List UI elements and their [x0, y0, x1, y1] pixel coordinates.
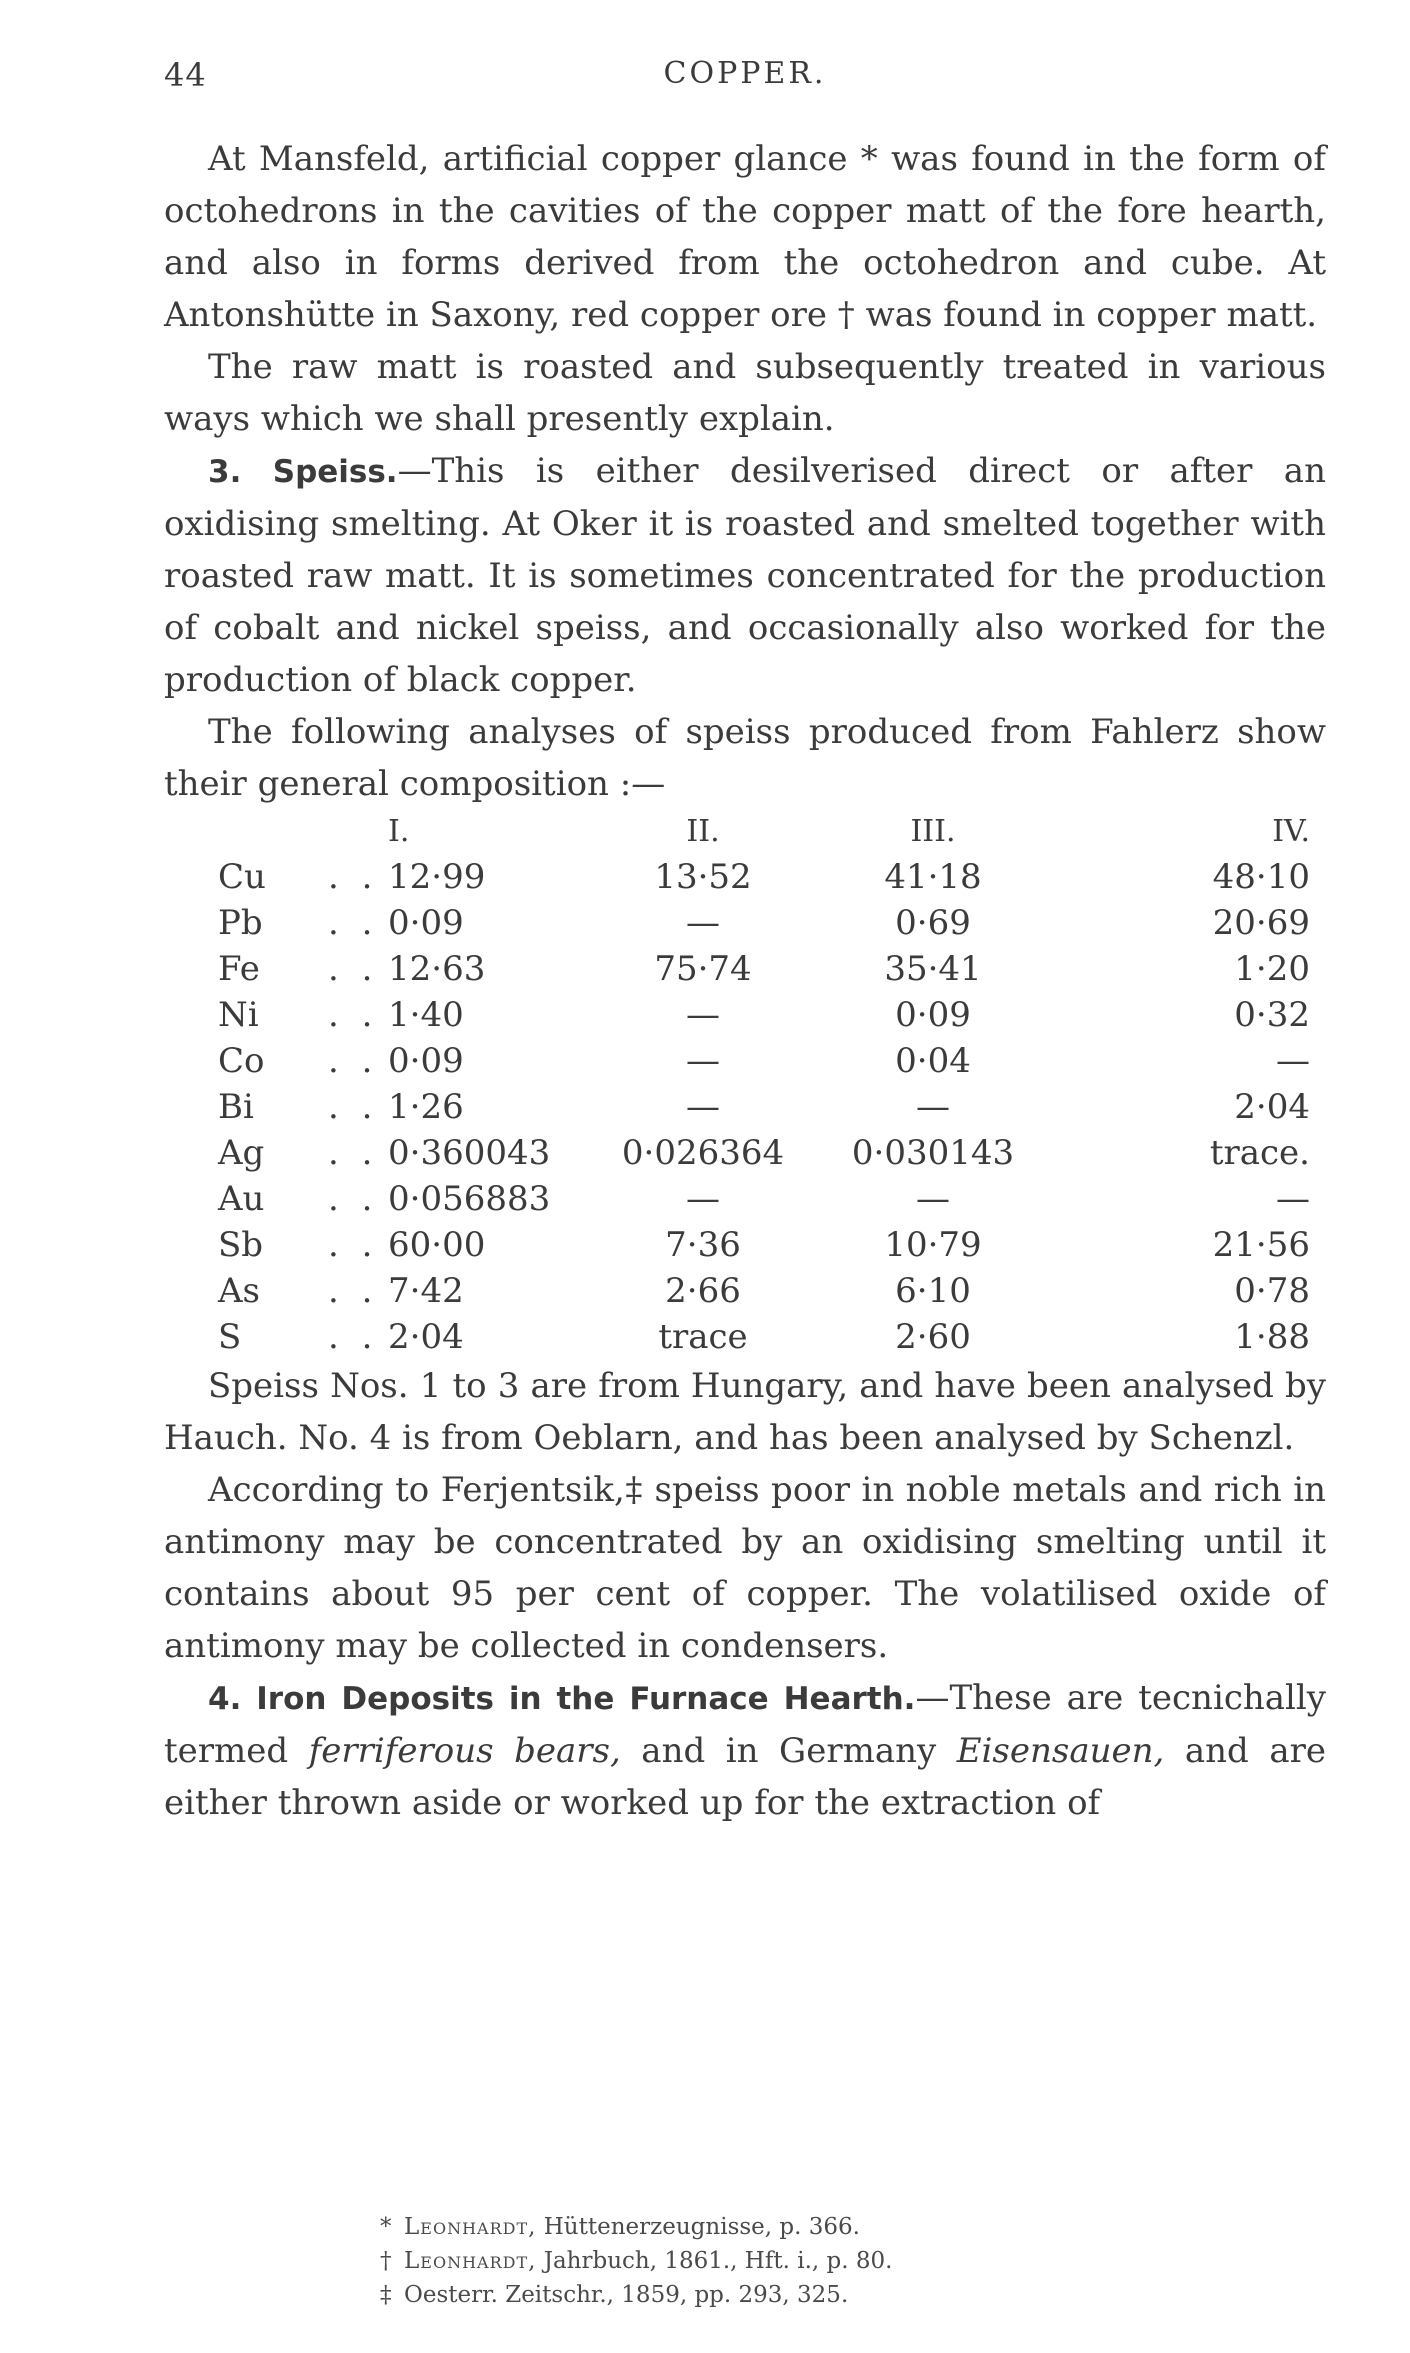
- footnote: [380, 2278, 1180, 2312]
- leader-dots: . .: [328, 1087, 379, 1127]
- table-header-row: [218, 810, 1310, 854]
- value-cell: 0·78: [1234, 1271, 1310, 1311]
- footnote-mark: †: [380, 2248, 392, 2274]
- element-symbol: S: [218, 1317, 242, 1357]
- footnote-text: Oesterr. Zeitschr., 1859, pp. 293, 325.: [404, 2282, 849, 2308]
- element-symbol: Fe: [218, 949, 260, 989]
- table-row: [218, 1084, 1310, 1130]
- value-cell: 2·04: [1234, 1087, 1310, 1127]
- value-cell: 0·32: [1234, 995, 1310, 1035]
- value-cell: 6·10: [895, 1271, 971, 1311]
- element-symbol: Pb: [218, 903, 263, 943]
- value-cell: —: [686, 995, 720, 1035]
- value-cell: 60·00: [388, 1225, 486, 1265]
- element-symbol: Ag: [218, 1133, 265, 1173]
- element-symbol: Sb: [218, 1225, 264, 1265]
- speiss-analyses-table: [218, 810, 1310, 1360]
- page-header: [164, 50, 1326, 100]
- value-cell: 1·20: [1234, 949, 1310, 989]
- value-cell: 48·10: [1212, 857, 1310, 897]
- table-row: [218, 946, 1310, 992]
- column-header: III.: [910, 814, 956, 849]
- section-heading-iron-deposits: 4. Iron Deposits in the Furnace Hearth.: [208, 1681, 916, 1717]
- table-row: [218, 1176, 1310, 1222]
- table-row: [218, 1038, 1310, 1084]
- value-cell: 21·56: [1212, 1225, 1310, 1265]
- page-number: 44: [164, 56, 207, 94]
- table-row: [218, 900, 1310, 946]
- header-blank: [328, 810, 388, 854]
- leader-dots: . .: [328, 1179, 379, 1219]
- leader-dots: . .: [328, 857, 379, 897]
- header-blank: [218, 810, 328, 854]
- value-cell: 75·74: [654, 949, 752, 989]
- leader-dots: . .: [328, 1041, 379, 1081]
- value-cell: 13·52: [654, 857, 752, 897]
- value-cell: —: [686, 1041, 720, 1081]
- value-cell: 1·88: [1234, 1317, 1310, 1357]
- element-symbol: Bi: [218, 1087, 254, 1127]
- value-cell: 20·69: [1212, 903, 1310, 943]
- paragraph-iron-text-c: and are either thrown aside or worked up for the extraction of: [164, 1731, 1326, 1823]
- running-head: COPPER.: [663, 56, 827, 91]
- footnote: [380, 2210, 1180, 2244]
- value-cell: 1·40: [388, 995, 464, 1035]
- value-cell: 2·60: [895, 1317, 971, 1357]
- value-cell: 0·09: [388, 903, 464, 943]
- element-symbol: Cu: [218, 857, 266, 897]
- element-symbol: Co: [218, 1041, 265, 1081]
- value-cell: 0·026364: [621, 1133, 785, 1173]
- section-heading-speiss: 3. Speiss.: [208, 454, 398, 490]
- paragraph-analyses-intro: The following analyses of speiss produced from Fahlerz show their general composition :—: [164, 712, 1326, 804]
- paragraph-speiss-text: —This is either desilverised direct or after an oxidising smelting. At Oker it is roasted and smelted together with roasted raw matt. It is sometimes concentrated for the production of cobalt and nickel speiss, and occasionally also worked for the production of black copper.: [164, 451, 1326, 700]
- footnote-author: Leonhardt,: [404, 2214, 537, 2240]
- table-row: [218, 1314, 1310, 1360]
- paragraph-speiss-origin: Speiss Nos. 1 to 3 are from Hungary, and have been analysed by Hauch. No. 4 is from Oeblarn, and has been analysed by Schenzl.: [164, 1366, 1326, 1458]
- footnote-mark: ‡: [380, 2282, 392, 2308]
- value-cell: —: [686, 1087, 720, 1127]
- leader-dots: . .: [328, 1271, 379, 1311]
- leader-dots: . .: [328, 903, 379, 943]
- value-cell: 0·09: [895, 995, 971, 1035]
- element-symbol: As: [218, 1271, 261, 1311]
- footnote: [380, 2244, 1180, 2278]
- value-cell: 0·056883: [388, 1179, 551, 1219]
- leader-dots: . .: [328, 1225, 379, 1265]
- value-cell: 2·66: [665, 1271, 741, 1311]
- footnote-author: Leonhardt,: [404, 2248, 537, 2274]
- value-cell: 0·030143: [851, 1133, 1015, 1173]
- value-cell: 0·360043: [388, 1133, 551, 1173]
- table-row: [218, 854, 1310, 900]
- term-eisensauen: Eisensauen,: [956, 1731, 1165, 1771]
- value-cell: trace: [658, 1317, 748, 1357]
- paragraph-iron-deposits: [164, 1672, 1326, 1829]
- value-cell: 7·42: [388, 1271, 464, 1311]
- footnote-mark: *: [380, 2214, 392, 2240]
- value-cell: —: [916, 1087, 950, 1127]
- table-row: [218, 1268, 1310, 1314]
- value-cell: 0·09: [388, 1041, 464, 1081]
- value-cell: —: [916, 1179, 950, 1219]
- element-symbol: Au: [218, 1179, 265, 1219]
- footnotes: [380, 2210, 1180, 2312]
- term-ferriferous-bears: ferriferous bears,: [308, 1731, 621, 1771]
- leader-dots: . .: [328, 1133, 379, 1173]
- value-cell: 41·18: [884, 857, 982, 897]
- leader-dots: . .: [328, 1317, 379, 1357]
- value-cell: —: [686, 903, 720, 943]
- table-row: [218, 1130, 1310, 1176]
- page-body: [164, 133, 1326, 1829]
- value-cell: —: [1276, 1041, 1310, 1081]
- value-cell: —: [1276, 1179, 1310, 1219]
- value-cell: 12·99: [388, 857, 486, 897]
- paragraph-iron-text-a: —These are tecnichally termed: [164, 1678, 1326, 1771]
- value-cell: 35·41: [884, 949, 982, 989]
- value-cell: 0·04: [895, 1041, 971, 1081]
- value-cell: —: [686, 1179, 720, 1219]
- column-header: II.: [686, 814, 720, 849]
- paragraph-speiss: [164, 445, 1326, 706]
- value-cell: 7·36: [665, 1225, 741, 1265]
- column-header: IV.: [1272, 814, 1310, 849]
- paragraph-raw-matt: The raw matt is roasted and subsequently treated in various ways which we shall presently explain.: [164, 347, 1326, 439]
- value-cell: trace.: [1209, 1133, 1310, 1173]
- paragraph-iron-text-b: and in Germany: [620, 1731, 957, 1771]
- leader-dots: . .: [328, 995, 379, 1035]
- table-row: [218, 1222, 1310, 1268]
- leader-dots: . .: [328, 949, 379, 989]
- column-header: I.: [388, 814, 410, 849]
- value-cell: 10·79: [884, 1225, 982, 1265]
- table-row: [218, 992, 1310, 1038]
- value-cell: 2·04: [388, 1317, 464, 1357]
- value-cell: 0·69: [895, 903, 971, 943]
- value-cell: 1·26: [388, 1087, 464, 1127]
- element-symbol: Ni: [218, 995, 259, 1035]
- paragraph-ferjentsik: According to Ferjentsik,‡ speiss poor in noble metals and rich in antimony may be concentrated by an oxidising smelting until it contains about 95 per cent of copper. The volatilised oxide of antimony may be collected in condensers.: [164, 1470, 1326, 1666]
- footnote-text: Jahrbuch, 1861., Hft. i., p. 80.: [536, 2248, 893, 2274]
- paragraph-mansfeld: At Mansfeld, artificial copper glance * was found in the form of octohedrons in the cavities of the copper matt of the fore hearth, and also in forms derived from the octohedron and cube. At Antonshütte in Saxony, red copper ore † was found in copper matt.: [164, 139, 1326, 335]
- value-cell: 12·63: [388, 949, 486, 989]
- footnote-text: Hüttenerzeugnisse, p. 366.: [536, 2214, 860, 2240]
